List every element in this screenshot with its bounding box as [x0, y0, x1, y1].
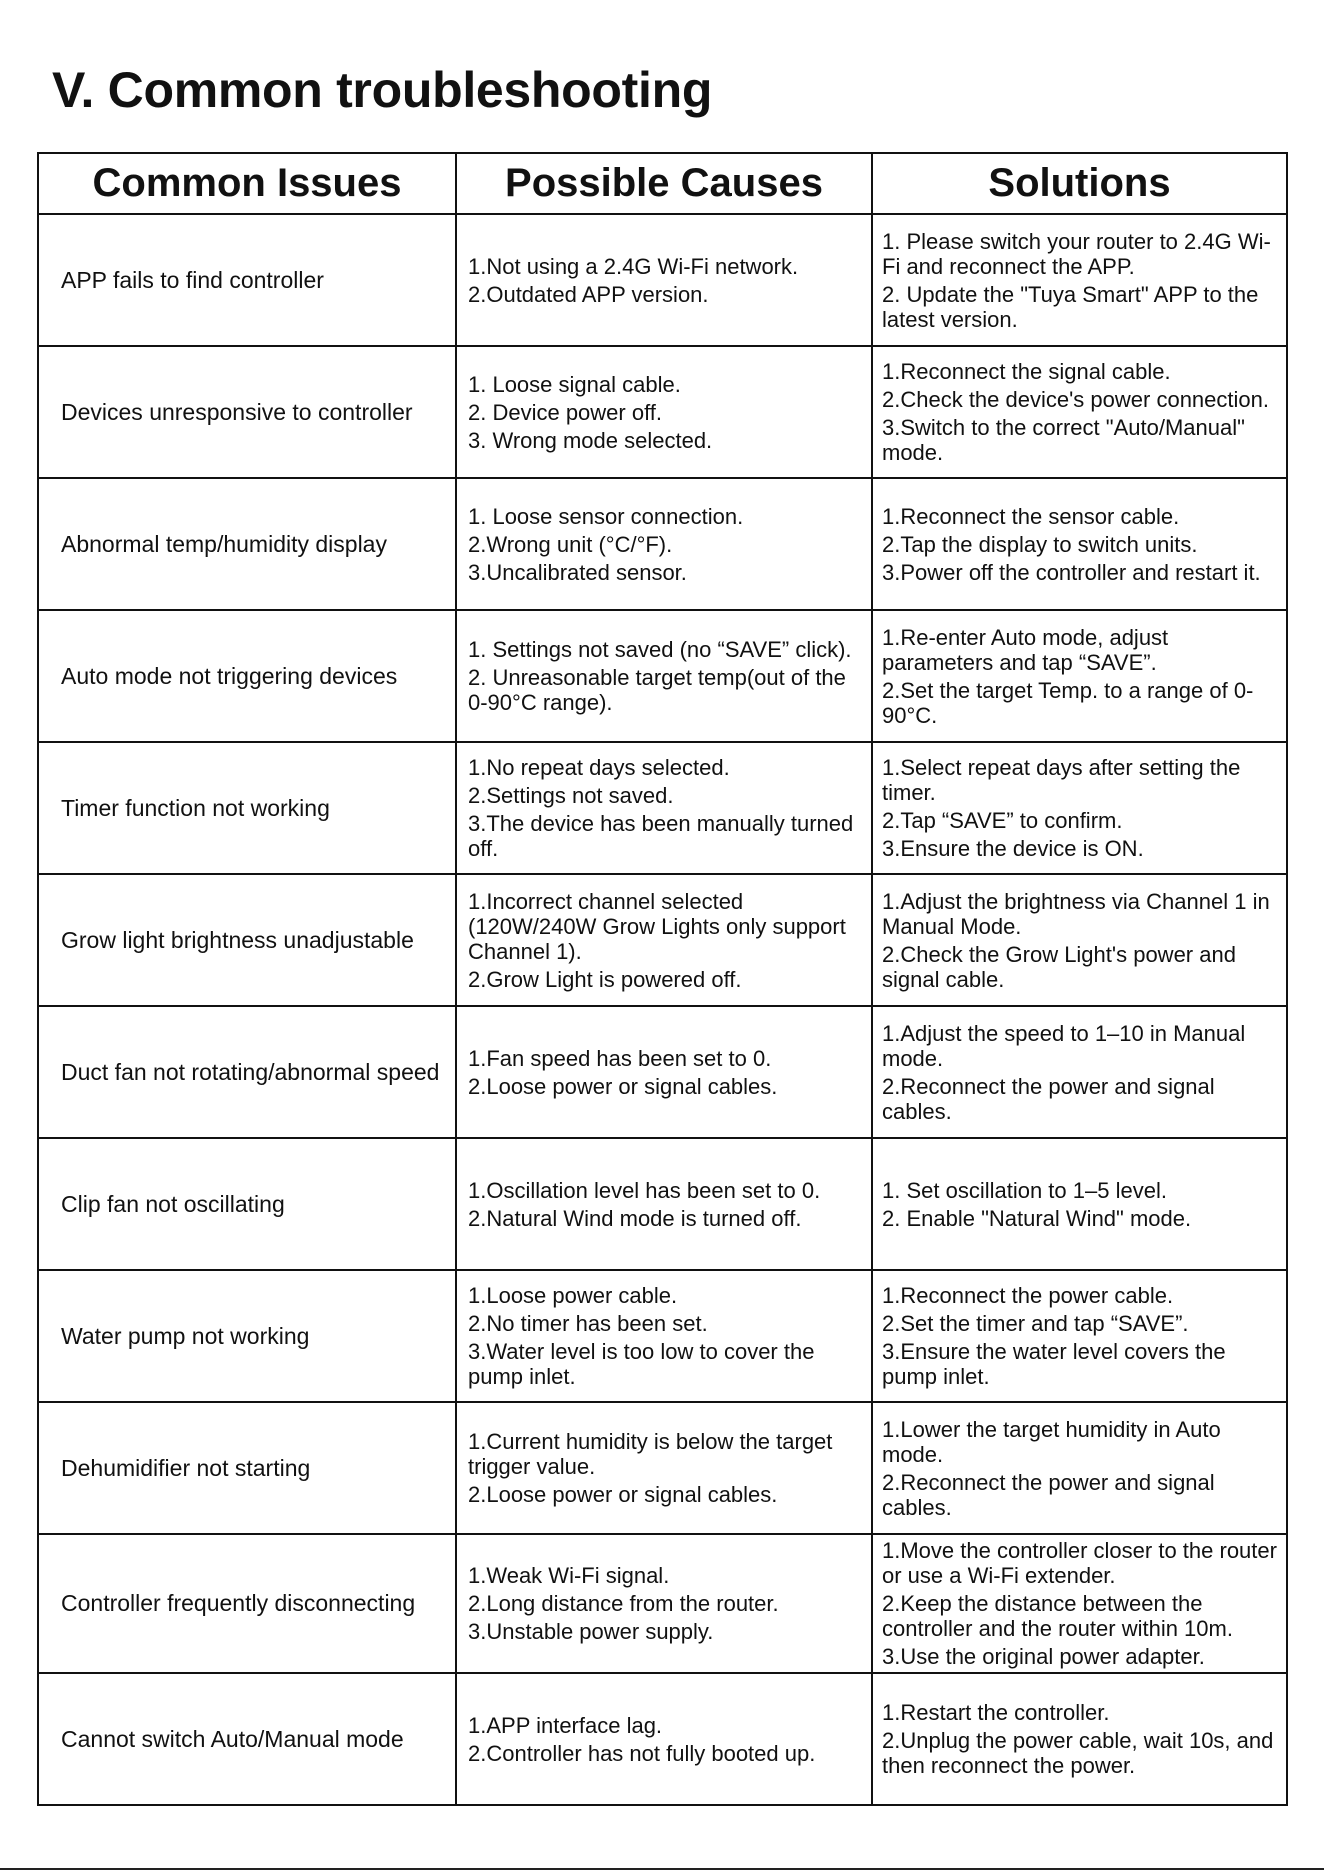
- solution-item: 2.Check the Grow Light's power and signal cable.: [882, 941, 1236, 992]
- table-row: [38, 214, 1287, 346]
- solution-item: 1.Reconnect the signal cable.: [882, 359, 1171, 384]
- cause-item: 3.Unstable power supply.: [468, 1619, 714, 1644]
- cause-item: 2.Grow Light is powered off.: [468, 966, 742, 992]
- solution-item: 2.Reconnect the power and signal cables.: [882, 1469, 1215, 1520]
- table-row: [38, 1402, 1287, 1534]
- cause-item: 1.Oscillation level has been set to 0.: [468, 1177, 821, 1203]
- cause-item: 2. Unreasonable target temp(out of the 0-90°C range).: [468, 665, 846, 715]
- issue-cell: Water pump not working: [38, 1270, 456, 1402]
- table-row: [38, 610, 1287, 742]
- solutions-cell: [872, 1270, 1287, 1402]
- causes-cell: [456, 346, 872, 478]
- cause-item: 1.APP interface lag.: [468, 1712, 663, 1738]
- solution-item: 1.Restart the controller.: [882, 1700, 1110, 1725]
- solutions-cell: [872, 346, 1287, 478]
- causes-cell: [456, 1138, 872, 1270]
- solution-item: 1.Adjust the speed to 1–10 in Manual mode.: [882, 1020, 1246, 1071]
- cause-item: 2.Controller has not fully booted up.: [468, 1740, 816, 1766]
- header-solutions: Solutions: [872, 153, 1287, 214]
- solution-item: 2. Update the "Tuya Smart" APP to the latest version.: [882, 281, 1259, 332]
- causes-cell: [456, 742, 872, 874]
- solutions-cell: [872, 478, 1287, 610]
- solution-item: 2.Tap “SAVE” to confirm.: [882, 808, 1123, 833]
- causes-cell: [456, 874, 872, 1006]
- cause-item: 1. Settings not saved (no “SAVE” click).: [468, 637, 852, 662]
- issue-cell: Devices unresponsive to controller: [38, 346, 456, 478]
- solution-item: 1.Adjust the brightness via Channel 1 in Manual Mode.: [882, 888, 1270, 939]
- issue-cell: Cannot switch Auto/Manual mode: [38, 1673, 456, 1805]
- cause-item: 1.Fan speed has been set to 0.: [468, 1045, 772, 1071]
- causes-cell: [456, 1402, 872, 1534]
- solution-item: 1. Set oscillation to 1–5 level.: [882, 1177, 1167, 1203]
- cause-item: 1.Weak Wi-Fi signal.: [468, 1563, 670, 1588]
- table-row: [38, 1534, 1287, 1673]
- page-title: V. Common troubleshooting: [52, 62, 713, 118]
- issue-cell: Dehumidifier not starting: [38, 1402, 456, 1534]
- cause-item: 3.Uncalibrated sensor.: [468, 559, 687, 585]
- solutions-cell: [872, 1138, 1287, 1270]
- causes-cell: [456, 478, 872, 610]
- solutions-cell: [872, 610, 1287, 742]
- solution-item: 2.Set the target Temp. to a range of 0-90°C.: [882, 677, 1254, 728]
- page-bottom-rule: [0, 1868, 1324, 1870]
- causes-cell: [456, 214, 872, 346]
- header-common-issues: Common Issues: [38, 153, 456, 214]
- table-row: [38, 478, 1287, 610]
- solutions-cell: [872, 214, 1287, 346]
- cause-item: 2.Settings not saved.: [468, 783, 674, 808]
- table-row: [38, 742, 1287, 874]
- solution-item: 2.Check the device's power connection.: [882, 387, 1269, 412]
- solutions-cell: [872, 742, 1287, 874]
- cause-item: 2.Wrong unit (°C/°F).: [468, 531, 673, 557]
- cause-item: 1.Loose power cable.: [468, 1283, 678, 1308]
- cause-item: 3.Water level is too low to cover the pump inlet.: [468, 1339, 815, 1389]
- troubleshooting-table: [37, 152, 1288, 1806]
- issue-cell: Grow light brightness unadjustable: [38, 874, 456, 1006]
- causes-cell: [456, 1006, 872, 1138]
- cause-item: 1.Current humidity is below the target trigger value.: [468, 1429, 833, 1479]
- cause-item: 2.Outdated APP version.: [468, 281, 709, 307]
- table-body: [38, 214, 1287, 1805]
- issue-cell: Timer function not working: [38, 742, 456, 874]
- solution-item: 1. Please switch your router to 2.4G Wi-Fi and reconnect the APP.: [882, 228, 1271, 279]
- cause-item: 2.Natural Wind mode is turned off.: [468, 1205, 802, 1231]
- solutions-cell: [872, 1673, 1287, 1805]
- table-row: [38, 346, 1287, 478]
- solution-item: 1.Lower the target humidity in Auto mode.: [882, 1416, 1221, 1467]
- causes-cell: [456, 1673, 872, 1805]
- solutions-cell: [872, 1534, 1287, 1673]
- solutions-cell: [872, 1006, 1287, 1138]
- table-row: [38, 1673, 1287, 1805]
- causes-cell: [456, 1534, 872, 1673]
- solution-item: 3.Power off the controller and restart it.: [882, 559, 1261, 585]
- solution-item: 3.Switch to the correct "Auto/Manual" mode.: [882, 415, 1245, 465]
- table-row: [38, 1138, 1287, 1270]
- solution-item: 2.Tap the display to switch units.: [882, 531, 1198, 557]
- solution-item: 2.Keep the distance between the controller and the router within 10m.: [882, 1591, 1233, 1641]
- issue-cell: Clip fan not oscillating: [38, 1138, 456, 1270]
- cause-item: 1.Not using a 2.4G Wi-Fi network.: [468, 253, 799, 279]
- table-row: [38, 1270, 1287, 1402]
- cause-item: 3. Wrong mode selected.: [468, 427, 713, 453]
- cause-item: 2.Long distance from the router.: [468, 1591, 779, 1616]
- cause-item: 2.Loose power or signal cables.: [468, 1482, 778, 1507]
- solution-item: 1.Select repeat days after setting the timer.: [882, 755, 1241, 805]
- solution-item: 1.Re-enter Auto mode, adjust parameters and tap “SAVE”.: [882, 624, 1169, 675]
- causes-cell: [456, 1270, 872, 1402]
- table-row: [38, 1006, 1287, 1138]
- issue-cell: Controller frequently disconnecting: [38, 1534, 456, 1673]
- cause-item: 3.The device has been manually turned off.: [468, 811, 854, 861]
- solution-item: 2. Enable "Natural Wind" mode.: [882, 1205, 1192, 1231]
- solutions-cell: [872, 874, 1287, 1006]
- cause-item: 2.No timer has been set.: [468, 1311, 708, 1336]
- solution-item: 1.Reconnect the sensor cable.: [882, 503, 1180, 529]
- issue-cell: Abnormal temp/humidity display: [38, 478, 456, 610]
- issue-cell: Auto mode not triggering devices: [38, 610, 456, 742]
- header-possible-causes: Possible Causes: [456, 153, 872, 214]
- cause-item: 2. Device power off.: [468, 399, 663, 425]
- solution-item: 1.Move the controller closer to the router or use a Wi-Fi extender.: [882, 1538, 1277, 1588]
- table-row: [38, 874, 1287, 1006]
- solution-item: 3.Ensure the device is ON.: [882, 836, 1144, 861]
- solution-item: 3.Use the original power adapter.: [882, 1644, 1205, 1669]
- cause-item: 1.No repeat days selected.: [468, 755, 730, 780]
- issue-cell: APP fails to find controller: [38, 214, 456, 346]
- solution-item: 2.Unplug the power cable, wait 10s, and then reconnect the power.: [882, 1728, 1274, 1778]
- cause-item: 1.Incorrect channel selected (120W/240W Grow Lights only support Channel 1).: [468, 888, 846, 964]
- solution-item: 3.Ensure the water level covers the pump inlet.: [882, 1339, 1226, 1389]
- solution-item: 2.Set the timer and tap “SAVE”.: [882, 1311, 1189, 1336]
- issue-cell: Duct fan not rotating/abnormal speed: [38, 1006, 456, 1138]
- solution-item: 2.Reconnect the power and signal cables.: [882, 1073, 1215, 1124]
- cause-item: 1. Loose signal cable.: [468, 371, 681, 397]
- cause-item: 2.Loose power or signal cables.: [468, 1073, 778, 1099]
- cause-item: 1. Loose sensor connection.: [468, 503, 744, 529]
- solution-item: 1.Reconnect the power cable.: [882, 1283, 1174, 1308]
- table-header-row: [38, 153, 1287, 214]
- causes-cell: [456, 610, 872, 742]
- solutions-cell: [872, 1402, 1287, 1534]
